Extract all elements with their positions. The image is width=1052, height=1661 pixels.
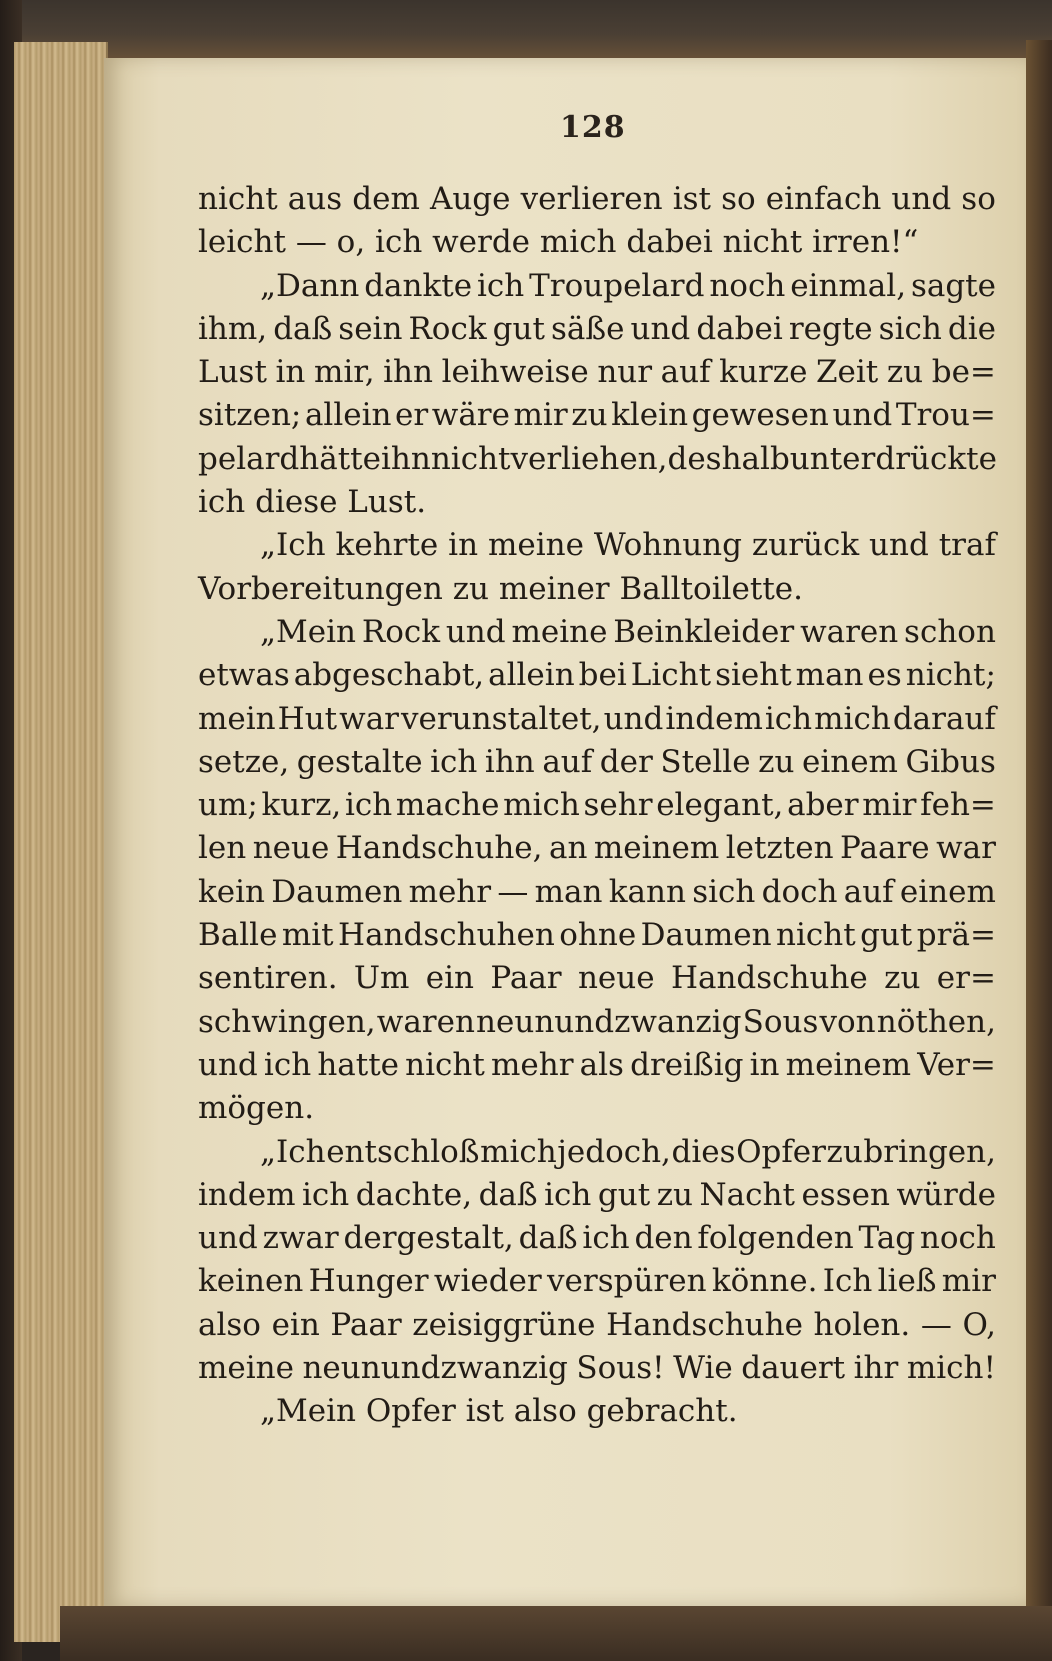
word: in	[448, 527, 479, 564]
word: er=	[936, 960, 996, 997]
word: Handschuhe	[606, 1306, 803, 1343]
word: nur	[597, 354, 653, 391]
word: ohne	[559, 917, 637, 954]
word: dreißig	[630, 1046, 744, 1083]
word: Licht	[630, 657, 712, 694]
text-line	[198, 265, 996, 308]
text-line	[198, 394, 996, 437]
word: man	[795, 657, 864, 694]
word: dies	[671, 1133, 736, 1170]
word: kein	[198, 873, 266, 910]
text-line	[198, 1260, 996, 1303]
word: zu	[758, 743, 795, 780]
word: meine	[487, 527, 584, 564]
word: nicht;	[905, 657, 996, 694]
word: Troupelard	[529, 267, 705, 304]
text-line	[198, 568, 996, 611]
word: „Mein	[260, 613, 357, 650]
word: hätte	[299, 440, 381, 477]
word: hatte	[317, 1046, 400, 1083]
word: jedoch,	[557, 1133, 671, 1170]
text-line	[198, 221, 996, 264]
word: könne.	[711, 1263, 818, 1300]
word: ist	[672, 181, 711, 217]
word: letzten	[725, 830, 834, 867]
word: auf	[542, 743, 593, 780]
word: nicht	[198, 181, 278, 217]
word: dachte,	[355, 1176, 473, 1213]
word: gestalte	[296, 743, 423, 780]
word: als	[579, 1046, 624, 1083]
word: an	[548, 830, 588, 867]
word: ich	[476, 267, 525, 304]
word: indem	[665, 700, 763, 737]
text-line	[198, 1347, 996, 1390]
text-line	[198, 741, 996, 784]
word: Paare	[840, 830, 930, 867]
word: Zeit	[816, 354, 879, 391]
text-line	[198, 914, 996, 957]
word: neunundzwanzig	[476, 1003, 742, 1040]
word: kehrte	[335, 527, 439, 564]
word: unterdrückte	[789, 440, 997, 477]
word: bringen,	[863, 1133, 996, 1170]
word: ein	[271, 1306, 320, 1343]
word: mit	[281, 917, 334, 954]
text-line	[198, 1044, 996, 1087]
word: Ver=	[917, 1046, 996, 1083]
text-line	[198, 1001, 996, 1044]
word: auf	[843, 873, 894, 910]
word: folgenden	[697, 1220, 854, 1257]
word: ich	[301, 1176, 350, 1213]
word: war	[936, 830, 996, 867]
word: ihn	[380, 440, 431, 477]
word: Nacht	[699, 1176, 795, 1213]
word: waren	[800, 613, 899, 650]
text-line	[198, 178, 996, 221]
line-text: leicht — o, ich werde mich dabei nicht irren!“	[198, 224, 919, 261]
word: Paar	[490, 960, 562, 997]
word: sich	[878, 310, 942, 347]
word: neue	[577, 960, 655, 997]
word: ließ	[877, 1263, 937, 1300]
word: leihweise	[441, 354, 589, 391]
text-line	[198, 698, 996, 741]
word: zeisiggrüne	[412, 1306, 596, 1343]
word: pelard	[198, 440, 300, 477]
word: mir	[513, 397, 568, 434]
word: ihr	[853, 1350, 899, 1387]
word: säße	[551, 310, 625, 347]
word: Rock	[361, 613, 441, 650]
word: würde	[896, 1176, 996, 1213]
word: und	[445, 613, 506, 650]
word: Daumen	[271, 873, 403, 910]
word: allein	[304, 397, 392, 434]
word: mache	[395, 787, 500, 824]
word: zwar	[262, 1220, 339, 1257]
word: mir,	[313, 354, 375, 391]
word: verspüren	[547, 1263, 707, 1300]
page-number: 128	[560, 110, 626, 145]
word: sitzen;	[198, 397, 302, 434]
word: daß	[478, 1176, 538, 1213]
text-line	[198, 438, 996, 481]
text-line	[198, 1087, 996, 1130]
word: Hunger	[308, 1263, 429, 1300]
word: Paar	[330, 1306, 402, 1343]
word: der	[599, 743, 653, 780]
word: kann	[608, 873, 686, 910]
word: ein	[425, 960, 475, 997]
word: dergestalt,	[343, 1220, 514, 1257]
word: mich	[814, 700, 891, 737]
word: dem	[352, 181, 420, 217]
word: und	[198, 1220, 258, 1257]
word: noch	[709, 267, 786, 304]
word: gut	[860, 917, 913, 954]
word: sich	[692, 873, 756, 910]
word: ihm,	[198, 310, 268, 347]
word: deshalb	[667, 440, 790, 477]
word: regte	[788, 310, 873, 347]
word: sentiren.	[198, 960, 338, 997]
word: etwas	[198, 657, 290, 694]
word: und	[832, 397, 893, 434]
word: mir	[862, 787, 917, 824]
word: „Ich	[260, 527, 326, 564]
word: zu	[571, 397, 608, 434]
word: Opfer	[736, 1133, 826, 1170]
text-line	[198, 524, 996, 567]
word: schon	[904, 613, 996, 650]
word: einem	[899, 873, 996, 910]
word: Wohnung	[593, 527, 742, 564]
word: gewesen	[691, 397, 829, 434]
word: elegant,	[656, 787, 784, 824]
word: holen.	[813, 1306, 911, 1343]
word: traf	[938, 527, 996, 564]
word: war	[339, 700, 399, 737]
page-stack-edges	[14, 42, 108, 1642]
word: neunundzwanzig	[302, 1350, 568, 1387]
line-text: ich diese Lust.	[198, 484, 427, 521]
word: sagte	[910, 267, 996, 304]
word: zu	[826, 1133, 863, 1170]
word: essen	[801, 1176, 890, 1213]
word: dauert	[741, 1350, 846, 1387]
word: meine	[198, 1350, 294, 1387]
word: Daumen	[640, 917, 772, 954]
word: len	[198, 830, 247, 867]
word: kurz,	[261, 787, 342, 824]
word: ihn	[383, 354, 433, 391]
word: setze,	[198, 743, 290, 780]
word: —	[497, 873, 529, 910]
line-text: „Mein Opfer ist also gebracht.	[260, 1393, 738, 1430]
word: gut	[492, 310, 545, 347]
word: auf	[660, 354, 711, 391]
word: zurück	[751, 527, 860, 564]
word: verlieren	[520, 181, 663, 217]
word: so	[961, 181, 996, 217]
word: Um	[353, 960, 410, 997]
text-line	[198, 308, 996, 351]
word: allein	[488, 657, 575, 694]
word: und	[603, 700, 664, 737]
word: sein	[338, 310, 403, 347]
word: „Ich	[260, 1133, 326, 1170]
word: einmal,	[790, 267, 907, 304]
text-line	[198, 351, 996, 394]
word: meine	[511, 613, 608, 650]
word: —	[920, 1306, 952, 1343]
word: ich	[263, 1046, 312, 1083]
word: schwingen,	[198, 1003, 376, 1040]
text-line	[198, 1304, 996, 1347]
line-text: mögen.	[198, 1090, 315, 1127]
text-line	[198, 1217, 996, 1260]
text-line	[198, 827, 996, 870]
word: und	[869, 527, 929, 564]
word: ich	[764, 700, 813, 737]
word: abgeschabt,	[293, 657, 485, 694]
word: es	[867, 657, 902, 694]
word: Tag	[858, 1220, 916, 1257]
word: mehr	[490, 1046, 574, 1083]
word: noch	[919, 1220, 996, 1257]
word: Stelle	[660, 743, 751, 780]
word: zu	[886, 354, 924, 391]
text-line	[198, 1174, 996, 1217]
word: mich!	[906, 1350, 996, 1387]
word: nicht	[405, 1046, 485, 1083]
word: Hut	[277, 700, 338, 737]
word: bei	[578, 657, 627, 694]
word: meinem	[593, 830, 720, 867]
book-bottom-edge	[60, 1606, 1052, 1661]
word: zu	[656, 1176, 694, 1213]
word: sieht	[715, 657, 792, 694]
word: prä=	[916, 917, 996, 954]
word: in	[749, 1046, 780, 1083]
word: darauf	[892, 700, 996, 737]
word: einfach	[765, 181, 882, 217]
word: wieder	[433, 1263, 542, 1300]
word: waren	[376, 1003, 475, 1040]
word: Lust	[198, 354, 267, 391]
word: um;	[198, 787, 258, 824]
word: verliehen,	[510, 440, 668, 477]
word: einem	[801, 743, 898, 780]
word: dankte	[364, 267, 473, 304]
word: die	[947, 310, 996, 347]
word: Beinkleider	[613, 613, 795, 650]
word: ich	[430, 743, 478, 780]
text-line	[198, 957, 996, 1000]
word: Trou=	[895, 397, 996, 434]
word: und	[630, 310, 691, 347]
word: O,	[962, 1306, 996, 1343]
word: man	[534, 873, 603, 910]
word: Gibus	[905, 743, 996, 780]
word: nicht	[776, 917, 856, 954]
word: Handschuhen	[338, 917, 555, 954]
word: Balle	[198, 917, 278, 954]
word: mehr	[408, 873, 492, 910]
word: daß	[273, 310, 333, 347]
word: keinen	[198, 1263, 304, 1300]
word: in	[275, 354, 306, 391]
word: meinem	[785, 1046, 912, 1083]
word: Sous!	[576, 1350, 665, 1387]
page-text	[198, 178, 996, 1434]
word: sehr	[583, 787, 653, 824]
word: Sous	[742, 1003, 819, 1040]
word: Ich	[822, 1263, 873, 1300]
word: ich	[544, 1176, 592, 1213]
word: indem	[198, 1176, 296, 1213]
word: von	[819, 1003, 876, 1040]
word: den	[634, 1220, 693, 1257]
word: nicht	[430, 440, 511, 477]
word: Wie	[673, 1350, 733, 1387]
word: ich	[344, 787, 393, 824]
word: mich	[503, 787, 580, 824]
word: so	[721, 181, 756, 217]
word: Auge	[429, 181, 511, 217]
word: ihn	[484, 743, 535, 780]
text-line	[198, 871, 996, 914]
word: aus	[287, 181, 343, 217]
text-line	[198, 481, 996, 524]
word: Rock	[408, 310, 487, 347]
word: feh=	[920, 787, 996, 824]
word: mich	[480, 1133, 557, 1170]
word: „Dann	[260, 267, 360, 304]
word: dabei	[696, 310, 783, 347]
word: und	[891, 181, 952, 217]
word: also	[198, 1306, 261, 1343]
text-line	[198, 784, 996, 827]
book-top-edge	[0, 0, 1052, 62]
text-line	[198, 1131, 996, 1174]
word: mir	[941, 1263, 996, 1300]
word: be=	[931, 354, 996, 391]
word: daß	[518, 1220, 578, 1257]
word: nöthen,	[876, 1003, 996, 1040]
word: doch	[761, 873, 838, 910]
word: aber	[787, 787, 859, 824]
word: er	[395, 397, 429, 434]
line-text: Vorbereitungen zu meiner Balltoilette.	[198, 570, 803, 607]
word: neue	[252, 830, 330, 867]
word: Handschuhe,	[335, 830, 543, 867]
word: ich	[582, 1220, 630, 1257]
word: kurze	[719, 354, 808, 391]
word: gut	[597, 1176, 651, 1213]
text-line	[198, 1390, 996, 1433]
text-line	[198, 654, 996, 697]
word: und	[198, 1046, 258, 1083]
word: wäre	[431, 397, 510, 434]
word: mein	[198, 700, 276, 737]
book-cover-right	[1026, 40, 1052, 1640]
text-line	[198, 611, 996, 654]
word: zu	[884, 960, 921, 997]
word: Handschuhe	[670, 960, 868, 997]
word: entschloß	[326, 1133, 480, 1170]
word: klein	[611, 397, 689, 434]
word: verunstaltet,	[401, 700, 602, 737]
